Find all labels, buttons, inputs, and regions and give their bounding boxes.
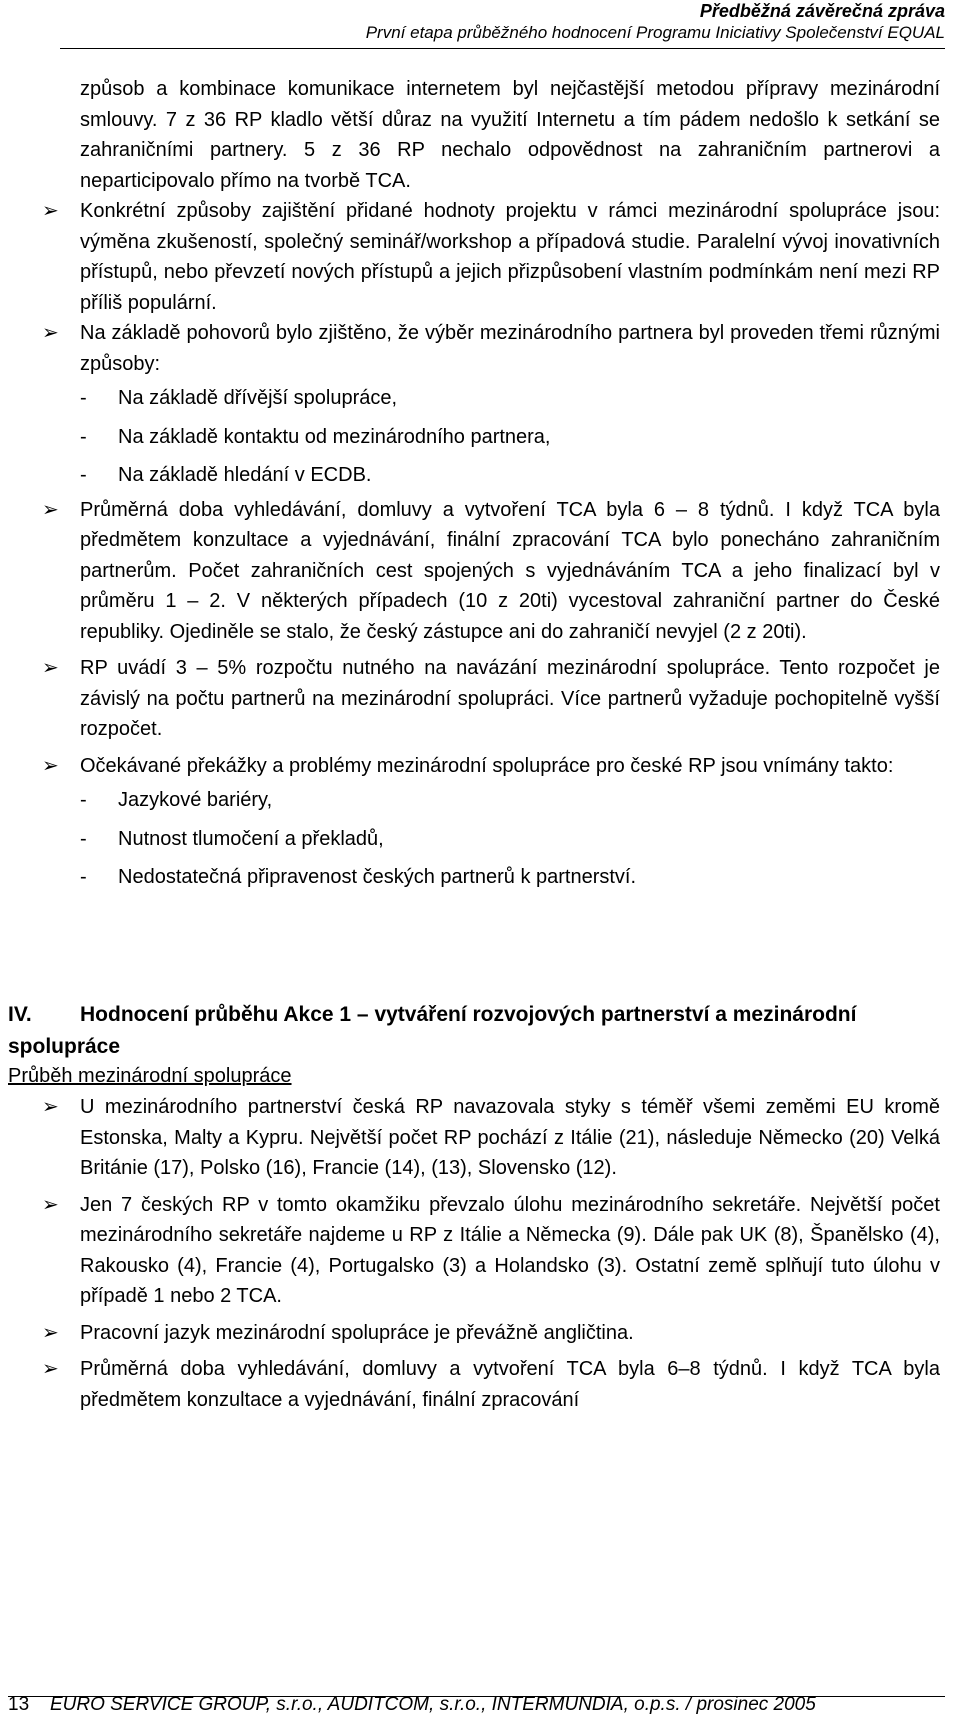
dash-marker: - xyxy=(80,789,87,811)
arrow-bullet-icon: ➢ xyxy=(42,200,59,222)
report-title: Předběžná závěrečná zpráva xyxy=(699,1,945,21)
footer-text: EURO SERVICE GROUP, s.r.o., AUDITCOM, s.r.o., INTERMUNDIA, o.p.s. / prosinec 2005 xyxy=(50,1694,816,1715)
bullet-item xyxy=(42,1092,940,1184)
dash-marker: - xyxy=(80,464,87,486)
arrow-bullet-icon: ➢ xyxy=(42,1358,59,1380)
bullet-item xyxy=(42,196,940,318)
bullet-item xyxy=(42,653,940,745)
dash-marker: - xyxy=(80,866,87,888)
list-item-text: Nedostatečná připravenost českých partnerů k partnerství. xyxy=(118,866,637,888)
page-number: 13 xyxy=(8,1694,30,1715)
bullet-item xyxy=(42,1318,940,1349)
bullet-text: Pracovní jazyk mezinárodní spolupráce je převážně angličtina. xyxy=(80,1321,634,1344)
bullet-text: Očekávané překážky a problémy mezinárodní spolupráce pro české RP jsou vnímány takto: xyxy=(80,754,894,777)
section-title: Hodnocení průběhu Akce 1 – vytváření rozvojových partnerství a mezinárodní spolupráce xyxy=(8,1003,857,1058)
report-subtitle: První etapa průběžného hodnocení Programu Iniciativy Společenství EQUAL xyxy=(365,23,945,42)
list-item xyxy=(80,456,940,495)
bullet-text: U mezinárodního partnerství česká RP navazovala styky s téměř všemi zeměmi EU kromě Estonska, Malty a Kypru. Největší počet RP pochází z Itálie (21), následuje Německo (20) Velká Británie (17), Polsko (16), Francie (14), (13), Slovensko (12). xyxy=(80,1096,940,1179)
bullet-item xyxy=(42,1354,940,1415)
arrow-bullet-icon: ➢ xyxy=(42,1321,59,1344)
list-item xyxy=(80,379,940,418)
bullet-text: Průměrná doba vyhledávání, domluvy a vytvoření TCA byla 6 – 8 týdnů. I když TCA byla předmětem konzultace a vyjednávání, finální zpracování TCA bylo ponecháno zahraničním partnerům. Počet zahraničních cest spojených s vyjednáváním TCA a jeho finalizací byl v průměru 1 – 2. V některých případech (10 z 20ti) vycestoval zahraniční partner do České republiky. Ojediněle se stalo, že český zástupce ani do zahraničí nevyjel (2 z 20ti). xyxy=(80,498,940,643)
list-item xyxy=(80,820,940,859)
dash-list xyxy=(80,379,940,495)
body-text-top xyxy=(42,74,940,897)
arrow-bullet-icon: ➢ xyxy=(42,498,59,521)
list-item-text: Na základě dřívější spolupráce, xyxy=(118,387,398,409)
bullet-item xyxy=(42,495,940,648)
bullet-item xyxy=(42,751,940,782)
bullet-item xyxy=(42,318,940,379)
arrow-bullet-icon: ➢ xyxy=(42,1096,59,1118)
list-item xyxy=(80,858,940,897)
section-number: IV. xyxy=(8,1003,32,1026)
list-item-text: Nutnost tlumočení a překladů, xyxy=(118,827,384,850)
list-item xyxy=(80,781,940,820)
header-divider xyxy=(60,48,945,49)
dash-marker: - xyxy=(80,387,87,409)
body-text-bottom xyxy=(42,1092,940,1415)
arrow-bullet-icon: ➢ xyxy=(42,754,59,777)
page-header xyxy=(366,0,945,43)
bullet-text: Průměrná doba vyhledávání, domluvy a vytvoření TCA byla 6–8 týdnů. I když TCA byla předmětem konzultace a vyjednávání, finální zpracování xyxy=(80,1358,940,1411)
list-item-text: Jazykové bariéry, xyxy=(118,789,273,811)
dash-list xyxy=(80,781,940,897)
dash-marker: - xyxy=(80,425,87,448)
bullet-item xyxy=(42,1190,940,1312)
arrow-bullet-icon: ➢ xyxy=(42,657,59,679)
dash-marker: - xyxy=(80,827,87,850)
section-subheading: Průběh mezinárodní spolupráce xyxy=(8,1065,292,1087)
list-item-text: Na základě hledání v ECDB. xyxy=(118,464,372,486)
bullet-text: Jen 7 českých RP v tomto okamžiku převzalo úlohu mezinárodního sekretáře. Největší počet mezinárodního sekretáře najdeme u RP z Itálie a Německa (9). Dále pak UK (8), Španělsko (4), Rakousko (4), Francie (4), Portugalsko (3) a Holandsko (3). Ostatní země splňují tuto úlohu v případě 1 nebo 2 TCA. xyxy=(80,1193,940,1307)
arrow-bullet-icon: ➢ xyxy=(42,1193,59,1216)
arrow-bullet-icon: ➢ xyxy=(42,322,59,344)
bullet-text: RP uvádí 3 – 5% rozpočtu nutného na navázání mezinárodní spolupráce. Tento rozpočet je závislý na počtu partnerů na mezinárodní spolupráci. Více partnerů vyžaduje pochopitelně vyšší rozpočet. xyxy=(80,657,940,740)
bullet-text: Konkrétní způsoby zajištění přidané hodnoty projektu v rámci mezinárodní spolupráce jsou: výměna zkušeností, společný seminář/workshop a případová studie. Paralelní vývoj inovativních přístupů, nebo převzetí nových přístupů a jejich přizpůsobení vlastním podmínkám není mezi RP příliš populární. xyxy=(80,200,940,314)
intro-paragraph: způsob a kombinace komunikace internetem byl nejčastější metodou přípravy mezinárodní smlouvy. 7 z 36 RP kladlo větší důraz na využití Internetu a tím pádem nedošlo k setkání se zahraničními partnery. 5 z 36 RP nechalo odpovědnost na zahraničním partnerovi a neparticipovalo přímo na tvorbě TCA. xyxy=(80,78,940,192)
page-footer xyxy=(8,1694,945,1716)
bullet-text: Na základě pohovorů bylo zjištěno, že výběr mezinárodního partnera byl proveden třemi různými způsoby: xyxy=(80,322,940,375)
list-item xyxy=(80,418,940,457)
list-item-text: Na základě kontaktu od mezinárodního partnera, xyxy=(118,425,551,448)
section-heading xyxy=(8,999,940,1063)
